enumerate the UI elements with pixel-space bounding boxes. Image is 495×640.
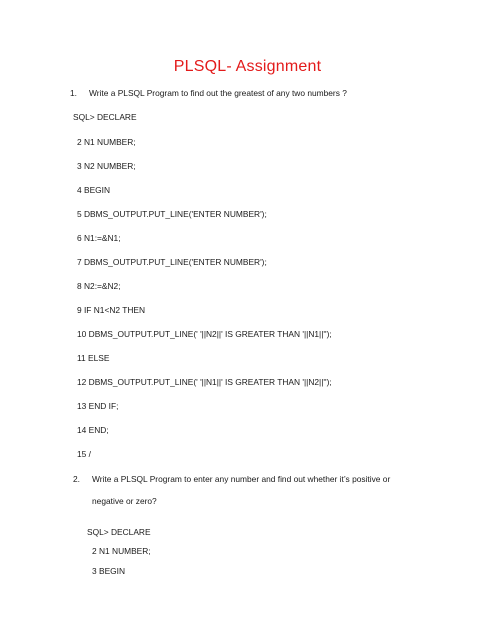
q1-code-line: 4 BEGIN bbox=[77, 185, 111, 195]
q1-code-line: 6 N1:=&N1; bbox=[77, 233, 121, 243]
q1-code-line: 13 END IF; bbox=[77, 401, 119, 411]
q1-code-line: 10 DBMS_OUTPUT.PUT_LINE(' '||N2||' IS GREATER THAN '||N1||''); bbox=[77, 329, 332, 339]
q1-code-line: 7 DBMS_OUTPUT.PUT_LINE('ENTER NUMBER'); bbox=[77, 257, 267, 267]
q1-code-line: 8 N2:=&N2; bbox=[77, 281, 121, 291]
q1-code-line: 2 N1 NUMBER; bbox=[77, 137, 136, 147]
q1-sql-prompt: SQL> DECLARE bbox=[73, 112, 137, 122]
q2-code-line: 3 BEGIN bbox=[92, 566, 126, 576]
q1-code-line: 15 / bbox=[77, 449, 91, 459]
q1-code-line: 3 N2 NUMBER; bbox=[77, 161, 136, 171]
q1-code-line: 11 ELSE bbox=[77, 353, 110, 363]
page-title: PLSQL- Assignment bbox=[173, 58, 322, 75]
q2-number: 2. bbox=[73, 474, 80, 484]
q1-code-line: 5 DBMS_OUTPUT.PUT_LINE('ENTER NUMBER'); bbox=[77, 209, 267, 219]
q1-code-line: 9 IF N1<N2 THEN bbox=[77, 305, 146, 315]
q2-code-line: 2 N1 NUMBER; bbox=[92, 546, 151, 556]
q2-sql-prompt: SQL> DECLARE bbox=[87, 527, 151, 537]
q1-code-line: 14 END; bbox=[77, 425, 109, 435]
q1-question-text: Write a PLSQL Program to find out the greatest of any two numbers ? bbox=[89, 88, 347, 98]
q1-number: 1. bbox=[70, 88, 77, 98]
q2-question-text: Write a PLSQL Program to enter any number and find out whether it’s positive or bbox=[92, 474, 391, 484]
q2-question-text-continued: negative or zero? bbox=[92, 496, 157, 506]
q1-code-line: 12 DBMS_OUTPUT.PUT_LINE(' '||N1||' IS GREATER THAN '||N2||''); bbox=[77, 377, 332, 387]
